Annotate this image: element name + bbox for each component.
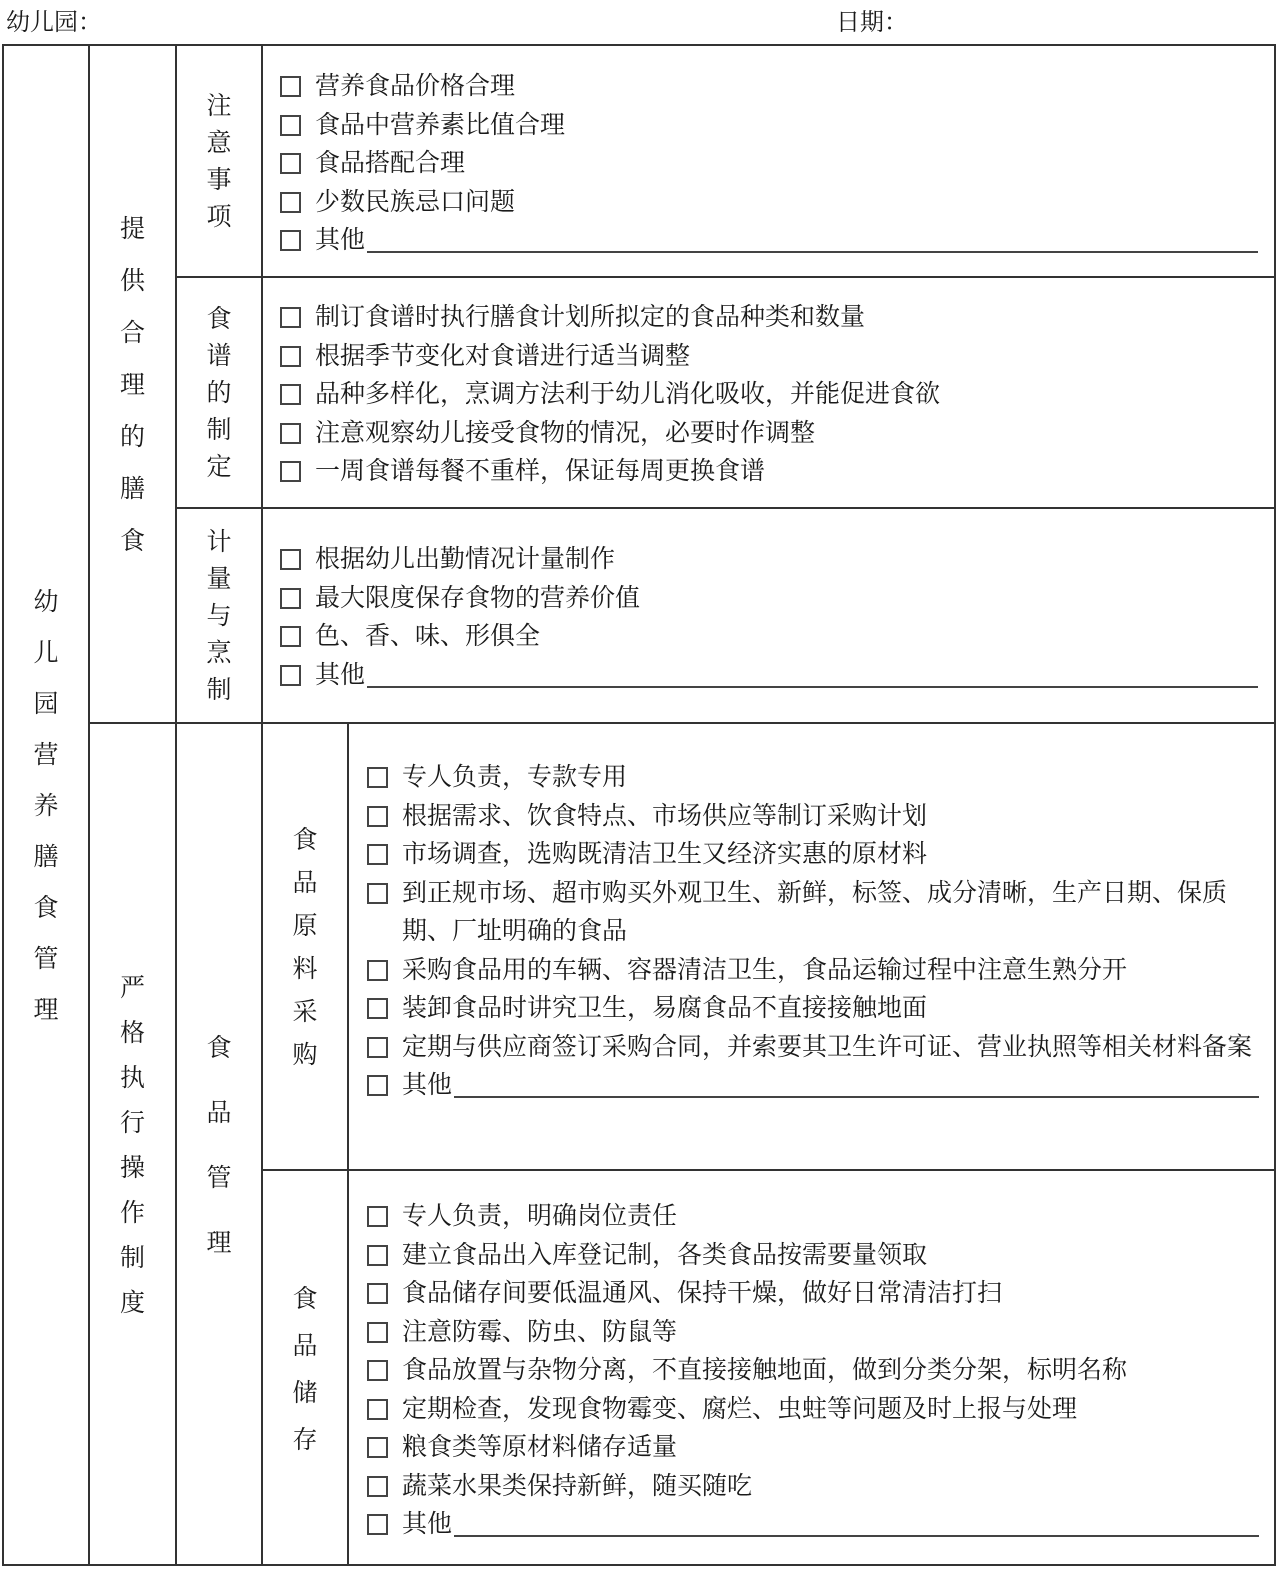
checkbox[interactable] <box>280 230 301 251</box>
checkbox[interactable] <box>280 588 301 609</box>
checkbox[interactable] <box>367 1283 388 1304</box>
checklist-item <box>367 874 1259 951</box>
vertical-char: 膳 <box>119 473 145 503</box>
checklist-item <box>280 452 1258 491</box>
vertical-char: 执 <box>119 1063 145 1092</box>
section-label-menu-planning <box>177 278 261 507</box>
checkbox[interactable] <box>367 1037 388 1058</box>
vertical-char: 行 <box>119 1108 145 1137</box>
checklist-item <box>280 414 1258 453</box>
vertical-char: 食 <box>206 1033 232 1062</box>
checklist-item-label: 专人负责，明确岗位责任 <box>402 1201 678 1230</box>
checklist-item <box>367 1066 1259 1105</box>
checkbox[interactable] <box>280 461 301 482</box>
vertical-char: 养 <box>33 790 59 820</box>
section-items-storage <box>367 1197 1259 1544</box>
checklist-item-label: 蔬菜水果类保持新鲜，随买随吃 <box>402 1470 753 1500</box>
checklist-item-label: 采购食品用的车辆、容器清洁卫生，食品运输过程中注意生熟分开 <box>402 954 1128 984</box>
vertical-char: 食 <box>33 892 59 922</box>
vertical-char: 购 <box>292 1039 318 1069</box>
checklist-item <box>280 144 1258 183</box>
checklist-item <box>367 1197 1259 1236</box>
divider <box>347 723 349 1566</box>
checklist-item <box>367 1505 1259 1544</box>
vertical-char: 量 <box>206 564 232 593</box>
vertical-char: 项 <box>206 202 232 231</box>
other-text-field[interactable] <box>367 221 1258 253</box>
vertical-char: 儿 <box>33 637 59 667</box>
vertical-char: 品 <box>292 1330 318 1360</box>
checklist-item-label: 根据幼儿出勤情况计量制作 <box>315 544 616 573</box>
checkbox[interactable] <box>280 626 301 647</box>
other-text-field[interactable] <box>454 1066 1259 1098</box>
checklist-item-label: 其他 <box>402 1070 453 1099</box>
sub-label-food-management <box>177 724 261 1566</box>
vertical-char: 食 <box>119 525 145 555</box>
checklist-item-label: 食品中营养素比值合理 <box>315 109 566 139</box>
section-label-procurement <box>263 724 347 1169</box>
checklist-item <box>367 758 1259 797</box>
checkbox[interactable] <box>280 346 301 367</box>
checkbox[interactable] <box>280 384 301 405</box>
checkbox[interactable] <box>367 1399 388 1420</box>
vertical-char: 储 <box>292 1377 318 1407</box>
checklist-item-label: 注意防霉、防虫、防鼠等 <box>402 1316 678 1346</box>
checklist-item <box>280 540 1258 579</box>
vertical-char: 园 <box>33 688 59 718</box>
checklist-item-label: 建立食品出入库登记制，各类食品按需要量领取 <box>402 1239 928 1269</box>
checkbox[interactable] <box>367 1245 388 1266</box>
vertical-char: 理 <box>119 369 145 399</box>
vertical-char: 食 <box>292 1283 318 1313</box>
checkbox[interactable] <box>367 844 388 865</box>
vertical-char: 谱 <box>206 341 232 370</box>
section-items-measure-cook <box>280 540 1258 694</box>
vertical-char: 提 <box>119 213 145 243</box>
checkbox[interactable] <box>367 1514 388 1535</box>
checklist-item-label: 其他 <box>315 659 366 689</box>
vertical-char: 格 <box>119 1018 145 1047</box>
checklist-item <box>367 1390 1259 1429</box>
vertical-char: 理 <box>206 1228 232 1257</box>
vertical-char: 品 <box>292 867 318 897</box>
vertical-char: 制 <box>206 415 232 444</box>
section-items-menu-planning <box>280 298 1258 491</box>
checkbox[interactable] <box>367 1322 388 1343</box>
checkbox[interactable] <box>367 1075 388 1096</box>
checklist-item <box>280 617 1258 656</box>
checklist-item <box>280 183 1258 222</box>
checklist-item <box>280 656 1258 695</box>
checklist-item-label: 少数民族忌口问题 <box>315 186 516 216</box>
vertical-char: 管 <box>33 943 59 973</box>
vertical-char: 作 <box>119 1198 145 1227</box>
vertical-char: 食 <box>206 304 232 333</box>
checklist-item-label: 其他 <box>315 225 366 254</box>
vertical-char: 严 <box>119 973 145 1002</box>
checkbox[interactable] <box>367 1206 388 1227</box>
checklist-item-label: 一周食谱每餐不重样，保证每周更换食谱 <box>315 456 766 485</box>
checkbox[interactable] <box>280 665 301 686</box>
vertical-char: 采 <box>292 996 318 1026</box>
vertical-char: 操 <box>119 1153 145 1182</box>
checklist-item <box>367 1351 1259 1390</box>
checklist-item-label: 最大限度保存食物的营养价值 <box>315 582 641 612</box>
vertical-char: 原 <box>292 910 318 940</box>
checklist-item <box>367 1236 1259 1275</box>
vertical-char: 事 <box>206 165 232 194</box>
checklist-item <box>280 337 1258 376</box>
checklist-item <box>367 797 1259 836</box>
section-items-procurement <box>367 758 1259 1105</box>
checkbox[interactable] <box>280 76 301 97</box>
checklist-item-label: 品种多样化，烹调方法利于幼儿消化吸收，并能促进食欲 <box>315 379 941 408</box>
checklist-item-label: 食品储存间要低温通风、保持干燥，做好日常清洁打扫 <box>402 1278 1003 1307</box>
vertical-char: 意 <box>206 128 232 157</box>
vertical-char: 的 <box>206 378 232 407</box>
checklist-item-label: 根据需求、饮食特点、市场供应等制订采购计划 <box>402 800 928 830</box>
checklist-item <box>367 989 1259 1028</box>
checkbox[interactable] <box>280 115 301 136</box>
checklist-item <box>280 579 1258 618</box>
checklist-item-label: 专人负责，专款专用 <box>402 762 628 791</box>
vertical-char: 定 <box>206 452 232 481</box>
checkbox[interactable] <box>367 1437 388 1458</box>
checklist-item-label: 装卸食品时讲究卫生，易腐食品不直接接触地面 <box>402 993 928 1022</box>
group-label-reasonable-diet <box>90 46 175 722</box>
checkbox[interactable] <box>367 998 388 1019</box>
checklist-item-label: 注意观察幼儿接受食物的情况，必要时作调整 <box>315 417 816 447</box>
checkbox[interactable] <box>280 423 301 444</box>
checklist-item-label: 营养食品价格合理 <box>315 71 516 100</box>
checklist-item-label: 定期检查，发现食物霉变、腐烂、虫蛀等问题及时上报与处理 <box>402 1393 1078 1423</box>
vertical-char: 幼 <box>33 586 59 616</box>
checklist-item-label: 食品放置与杂物分离，不直接接触地面，做到分类分架，标明名称 <box>402 1355 1128 1384</box>
vertical-char: 计 <box>206 527 232 556</box>
vertical-char: 与 <box>206 601 232 630</box>
date-label: 日期： <box>836 8 908 36</box>
checkbox[interactable] <box>367 1360 388 1381</box>
checklist-item <box>367 835 1259 874</box>
vertical-char: 合 <box>119 317 145 347</box>
checklist-item <box>280 221 1258 260</box>
checklist-item-label: 食品搭配合理 <box>315 148 466 177</box>
section-label-measure-cook <box>177 509 261 722</box>
checklist-item <box>367 1028 1259 1067</box>
checklist-item <box>367 951 1259 990</box>
checkbox[interactable] <box>367 806 388 827</box>
vertical-char: 烹 <box>206 638 232 667</box>
checklist-item-label: 其他 <box>402 1509 453 1538</box>
section-label-storage <box>263 1171 347 1566</box>
vertical-char: 存 <box>292 1424 318 1454</box>
checkbox[interactable] <box>367 767 388 788</box>
checkbox[interactable] <box>367 883 388 904</box>
checklist-item-label: 色、香、味、形俱全 <box>315 621 541 650</box>
checkbox[interactable] <box>280 549 301 570</box>
vertical-char: 管 <box>206 1163 232 1192</box>
divider <box>261 1169 1276 1171</box>
checkbox[interactable] <box>367 960 388 981</box>
checklist-item <box>367 1467 1259 1506</box>
checkbox[interactable] <box>367 1476 388 1497</box>
vertical-char: 理 <box>33 994 59 1024</box>
vertical-char: 度 <box>119 1288 145 1317</box>
checklist-item-label: 粮食类等原材料储存适量 <box>402 1432 678 1461</box>
checklist-item <box>280 106 1258 145</box>
checkbox[interactable] <box>280 307 301 328</box>
root-label <box>4 46 88 1564</box>
vertical-char: 注 <box>206 91 232 120</box>
checklist-item-label: 根据季节变化对食谱进行适当调整 <box>315 340 691 370</box>
checklist-item <box>367 1274 1259 1313</box>
checklist-item <box>280 375 1258 414</box>
vertical-char: 料 <box>292 953 318 983</box>
checklist-item-label: 定期与供应商签订采购合同，并索要其卫生许可证、营业执照等相关材料备案 <box>402 1031 1253 1061</box>
checkbox[interactable] <box>280 153 301 174</box>
checklist-item <box>280 298 1258 337</box>
checklist-item <box>280 67 1258 106</box>
section-items-notes <box>280 67 1258 260</box>
kindergarten-label: 幼儿园： <box>6 8 102 36</box>
vertical-char: 制 <box>206 675 232 704</box>
other-text-field[interactable] <box>367 656 1258 688</box>
checklist-item <box>367 1428 1259 1467</box>
vertical-char: 膳 <box>33 841 59 871</box>
checklist-item <box>367 1313 1259 1352</box>
divider <box>175 276 1276 278</box>
checklist-item-label: 制订食谱时执行膳食计划所拟定的食品种类和数量 <box>315 302 866 331</box>
divider <box>175 507 1276 509</box>
vertical-char: 品 <box>206 1098 232 1127</box>
vertical-char: 制 <box>119 1243 145 1272</box>
vertical-char: 食 <box>292 824 318 854</box>
section-label-notes <box>177 46 261 276</box>
checkbox[interactable] <box>280 192 301 213</box>
checklist-item-label: 市场调查，选购既清洁卫生又经济实惠的原材料 <box>402 839 928 868</box>
other-text-field[interactable] <box>454 1505 1259 1537</box>
vertical-char: 的 <box>119 421 145 451</box>
group-label-strict-procedures <box>90 724 175 1566</box>
vertical-char: 供 <box>119 265 145 295</box>
checklist-item-label: 到正规市场、超市购买外观卫生、新鲜，标签、成分清晰，生产日期、保质期、厂址明确的食品 <box>402 877 1228 945</box>
vertical-char: 营 <box>33 739 59 769</box>
